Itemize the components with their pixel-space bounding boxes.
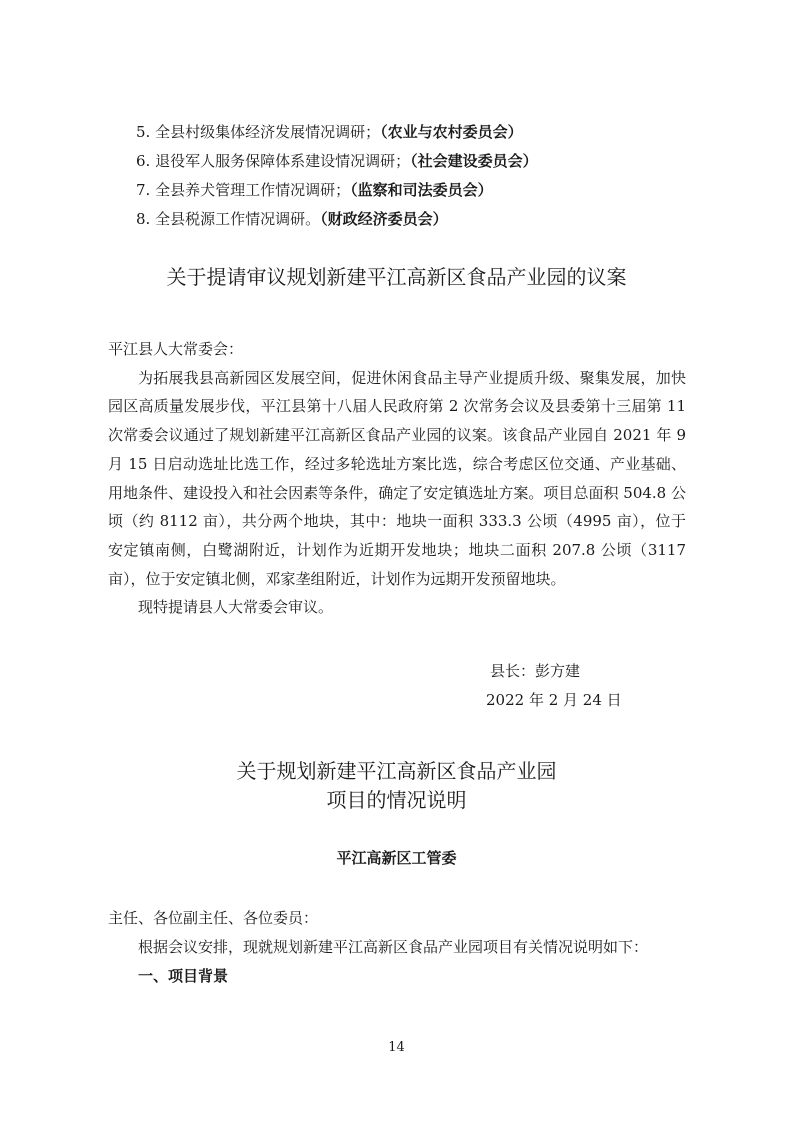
- proposal-date: 2022 年 2 月 24 日: [486, 691, 622, 709]
- proposal-title: 关于提请审议规划新建平江高新区食品产业园的议案: [166, 265, 627, 289]
- explanation-salutation: 主任、各位副主任、各位委员：: [108, 909, 319, 927]
- page-number: 14: [388, 1040, 405, 1055]
- survey-item-committee: （农业与农村委员会）: [380, 123, 523, 141]
- explanation-intro: 根据会议安排，现就规划新建平江高新区食品产业园项目有关情况说明如下：: [138, 938, 649, 956]
- proposal-signature: 县长：彭方建: [490, 662, 581, 680]
- survey-item-7: [136, 180, 493, 200]
- proposal-closing: 现特提请县人大常委会审议。: [138, 598, 334, 617]
- explanation-author: 平江高新区工管委: [336, 849, 457, 867]
- section-heading-background: 一、项目背景: [138, 967, 229, 985]
- proposal-salutation: 平江县人大常委会：: [108, 340, 244, 358]
- survey-item-committee: （监察和司法委员会）: [350, 181, 493, 199]
- survey-item-committee: （社会建设委员会）: [410, 152, 538, 170]
- survey-item-8: [136, 209, 448, 229]
- survey-item-text: 8. 全县税源工作情况调研。: [136, 210, 321, 228]
- survey-item-text: 5. 全县村级集体经济发展情况调研；: [136, 123, 381, 141]
- explanation-title-line1: 关于规划新建平江高新区食品产业园: [236, 759, 557, 783]
- proposal-body-block: [108, 335, 686, 622]
- survey-item-6: [136, 151, 538, 171]
- survey-item-text: 7. 全县养犬管理工作情况调研；: [136, 181, 351, 199]
- proposal-body: 为拓展我县高新园区发展空间，促进休闲食品主导产业提质升级、聚集发展，加快园区高质量发展步伐，平江县第十八届人民政府第 2 次常务会议及县委第十三届第 11 次常委会议通过了规划新建平江高新区食品产业园的议案。该食品产业园自 2021 年 9 月 15 日启动选址比选工作，经过多轮选址方案比选，综合考虑区位交通、产业基础、用地条件、建设投入和社会因素等条件，确定了安定镇选址方案。项目总面积 504.8 公顷（约 8112 亩），共分两个地块，其中：地块一面积 333.3 公顷（4995 亩），位于安定镇南侧，白鹭湖附近，计划作为近期开发地块；地块二面积 207.8 公顷（3117 亩），位于安定镇北侧，邓家垄组附近，计划作为远期开发预留地块。: [108, 368, 686, 588]
- survey-item-text: 6. 退役军人服务保障体系建设情况调研；: [136, 152, 411, 170]
- survey-item-committee: （财政经济委员会）: [320, 210, 448, 228]
- explanation-title-line2: 项目的情况说明: [326, 788, 467, 812]
- survey-item-5: [136, 122, 523, 142]
